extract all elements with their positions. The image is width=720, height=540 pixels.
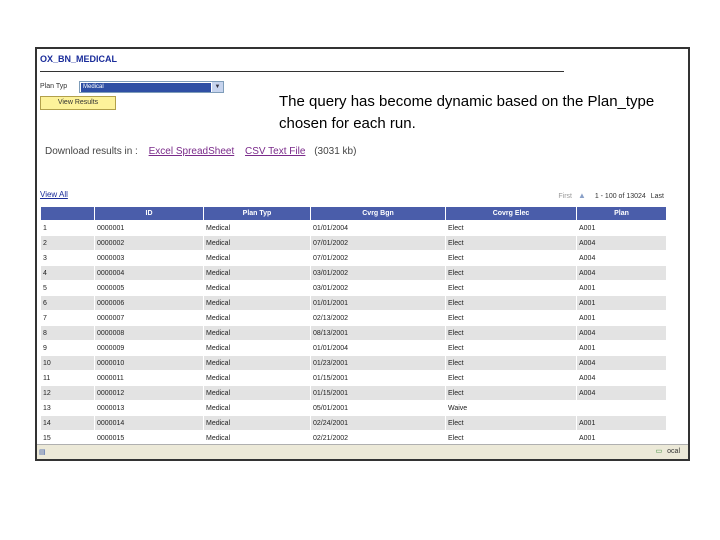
id-cell: 0000001 [95, 221, 204, 236]
plan-type-cell: Medical [204, 326, 311, 341]
query-title: OX_BN_MEDICAL [40, 54, 118, 64]
plan-type-cell: Medical [204, 236, 311, 251]
plan-type-label: Plan Typ [40, 83, 68, 90]
column-header-row-number [41, 207, 95, 221]
row-number-cell: 9 [41, 341, 95, 356]
coverage-election-cell: Elect [446, 341, 577, 356]
plan-type-cell: Medical [204, 416, 311, 431]
coverage-election-cell: Elect [446, 281, 577, 296]
plan-type-cell: Medical [204, 251, 311, 266]
row-number-cell: 5 [41, 281, 95, 296]
plan-cell: A004 [577, 356, 667, 371]
coverage-begin-cell: 01/15/2001 [311, 386, 446, 401]
plan-type-cell: Medical [204, 386, 311, 401]
coverage-begin-cell: 05/01/2001 [311, 401, 446, 416]
coverage-begin-cell: 07/01/2002 [311, 236, 446, 251]
row-number-cell: 11 [41, 371, 95, 386]
row-number-cell: 4 [41, 266, 95, 281]
plan-cell: A004 [577, 251, 667, 266]
table-row [41, 236, 667, 251]
column-header-coverage-begin[interactable]: Cvrg Bgn [311, 207, 446, 221]
local-zone-icon: ▭ [655, 448, 663, 455]
plan-type-cell: Medical [204, 266, 311, 281]
table-row [41, 416, 667, 431]
row-number-cell: 12 [41, 386, 95, 401]
table-row [41, 386, 667, 401]
pager-range: 1 - 100 of 13024 [594, 193, 646, 200]
column-header-plan[interactable]: Plan [577, 207, 667, 221]
id-cell: 0000013 [95, 401, 204, 416]
column-header-id[interactable]: ID [95, 207, 204, 221]
coverage-begin-cell: 01/01/2001 [311, 296, 446, 311]
coverage-begin-cell: 01/01/2004 [311, 221, 446, 236]
coverage-begin-cell: 02/24/2001 [311, 416, 446, 431]
coverage-begin-cell: 07/01/2002 [311, 251, 446, 266]
plan-type-cell: Medical [204, 296, 311, 311]
table-row [41, 326, 667, 341]
download-label: Download results in : [45, 146, 138, 157]
id-cell: 0000006 [95, 296, 204, 311]
row-number-cell: 8 [41, 326, 95, 341]
coverage-election-cell: Elect [446, 386, 577, 401]
table-row [41, 266, 667, 281]
coverage-election-cell: Elect [446, 221, 577, 236]
coverage-begin-cell: 03/01/2002 [311, 266, 446, 281]
coverage-begin-cell: 02/21/2002 [311, 431, 446, 446]
id-cell: 0000005 [95, 281, 204, 296]
title-divider [40, 71, 564, 72]
excel-spreadsheet-link[interactable]: Excel SpreadSheet [148, 146, 235, 157]
coverage-election-cell: Elect [446, 266, 577, 281]
plan-type-cell: Medical [204, 356, 311, 371]
plan-type-selected-value[interactable]: Medical [81, 83, 211, 92]
row-number-cell: 14 [41, 416, 95, 431]
csv-text-file-link[interactable]: CSV Text File [245, 146, 306, 157]
query-results-window [35, 47, 690, 461]
coverage-election-cell: Elect [446, 251, 577, 266]
row-number-cell: 3 [41, 251, 95, 266]
row-number-cell: 10 [41, 356, 95, 371]
row-number-cell: 13 [41, 401, 95, 416]
chevron-down-icon[interactable]: ▼ [212, 82, 223, 92]
row-number-cell: 1 [41, 221, 95, 236]
row-number-cell: 7 [41, 311, 95, 326]
coverage-election-cell: Elect [446, 311, 577, 326]
id-cell: 0000004 [95, 266, 204, 281]
plan-type-cell: Medical [204, 311, 311, 326]
coverage-election-cell: Elect [446, 356, 577, 371]
results-table [40, 206, 667, 446]
table-row [41, 341, 667, 356]
table-row [41, 251, 667, 266]
plan-type-select[interactable] [79, 81, 224, 93]
table-row [41, 356, 667, 371]
coverage-begin-cell: 01/01/2004 [311, 341, 446, 356]
view-all-link[interactable]: View All [40, 190, 68, 199]
table-row [41, 296, 667, 311]
plan-type-cell: Medical [204, 281, 311, 296]
pager-first-link[interactable]: First [558, 193, 572, 200]
table-row [41, 221, 667, 236]
table-header-row [41, 207, 667, 221]
plan-cell: A004 [577, 236, 667, 251]
id-cell: 0000010 [95, 356, 204, 371]
id-cell: 0000015 [95, 431, 204, 446]
coverage-election-cell: Elect [446, 431, 577, 446]
coverage-begin-cell: 08/13/2001 [311, 326, 446, 341]
coverage-begin-cell: 01/15/2001 [311, 371, 446, 386]
plan-cell: A001 [577, 341, 667, 356]
coverage-election-cell: Elect [446, 416, 577, 431]
id-cell: 0000011 [95, 371, 204, 386]
plan-cell: A001 [577, 281, 667, 296]
plan-cell: A004 [577, 266, 667, 281]
download-row [45, 146, 356, 157]
pager [558, 191, 664, 200]
table-row [41, 281, 667, 296]
plan-type-cell: Medical [204, 341, 311, 356]
page-status-icon: ▤ [39, 449, 46, 456]
row-number-cell: 6 [41, 296, 95, 311]
coverage-election-cell: Elect [446, 236, 577, 251]
plan-cell: A004 [577, 326, 667, 341]
coverage-election-cell: Elect [446, 371, 577, 386]
coverage-begin-cell: 02/13/2002 [311, 311, 446, 326]
row-number-cell: 2 [41, 236, 95, 251]
id-cell: 0000008 [95, 326, 204, 341]
coverage-election-cell: Waive [446, 401, 577, 416]
plan-cell: A001 [577, 296, 667, 311]
annotation-text: The query has become dynamic based on the Plan_type chosen for each run. [279, 93, 655, 132]
plan-cell: A001 [577, 416, 667, 431]
previous-arrow-icon[interactable]: ▲ [577, 191, 586, 200]
id-cell: 0000009 [95, 341, 204, 356]
coverage-begin-cell: 01/23/2001 [311, 356, 446, 371]
plan-cell: A001 [577, 221, 667, 236]
plan-type-cell: Medical [204, 221, 311, 236]
column-header-coverage-election[interactable]: Covrg Elec [446, 207, 577, 221]
plan-cell: A004 [577, 386, 667, 401]
column-header-plan-type[interactable]: Plan Typ [204, 207, 311, 221]
table-row [41, 311, 667, 326]
plan-type-cell: Medical [204, 431, 311, 446]
status-zone-text: ocal [667, 448, 680, 455]
plan-cell: A001 [577, 431, 667, 446]
row-number-cell: 15 [41, 431, 95, 446]
id-cell: 0000007 [95, 311, 204, 326]
view-results-button[interactable]: View Results [40, 96, 116, 110]
plan-cell: A004 [577, 371, 667, 386]
id-cell: 0000014 [95, 416, 204, 431]
plan-cell [577, 401, 667, 416]
pager-last-link[interactable]: Last [650, 193, 664, 200]
table-row [41, 371, 667, 386]
browser-status-bar [37, 444, 688, 459]
id-cell: 0000002 [95, 236, 204, 251]
plan-cell: A001 [577, 311, 667, 326]
coverage-election-cell: Elect [446, 296, 577, 311]
id-cell: 0000012 [95, 386, 204, 401]
id-cell: 0000003 [95, 251, 204, 266]
coverage-begin-cell: 03/01/2002 [311, 281, 446, 296]
table-row [41, 401, 667, 416]
plan-type-cell: Medical [204, 371, 311, 386]
coverage-election-cell: Elect [446, 326, 577, 341]
download-size: (3031 kb) [314, 146, 357, 157]
status-zone [656, 447, 680, 455]
plan-type-cell: Medical [204, 401, 311, 416]
